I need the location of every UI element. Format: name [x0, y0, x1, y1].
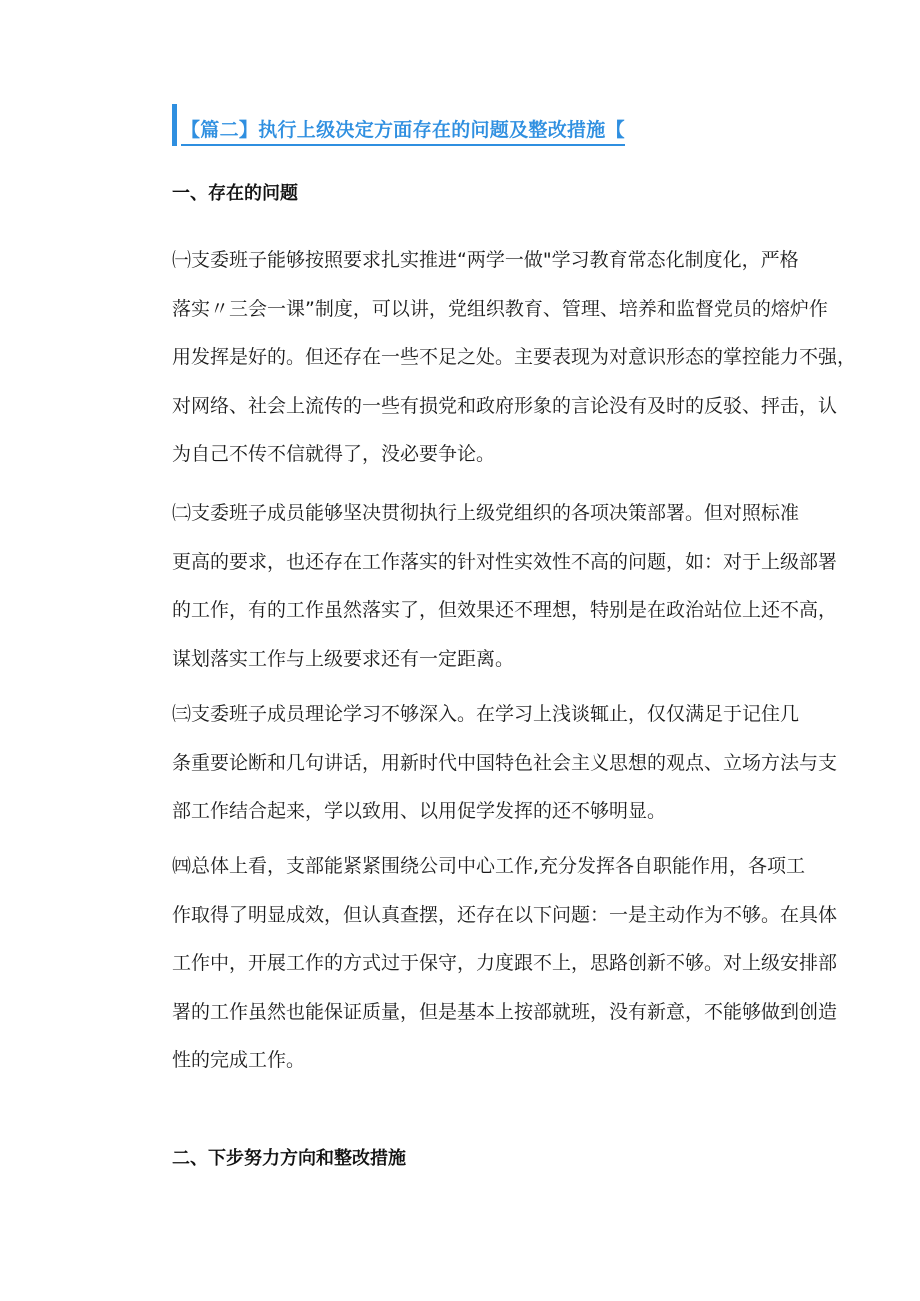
title-accent-bar: [172, 104, 177, 146]
document-title: 【篇二】执行上级决定方面存在的问题及整改措施【: [181, 117, 625, 146]
paragraph-2-line-4: 谋划落实工作与上级要求还有一定距离。: [172, 647, 515, 670]
paragraph-4-line-4: 署的工作虽然也能保证质量，但是基本上按部就班，没有新意，不能够做到创造: [172, 1000, 838, 1023]
paragraph-1-line-5: 为自己不传不信就得了，没必要争论。: [172, 443, 496, 465]
paragraph-3: [172, 690, 838, 836]
paragraph-1-line-1: ㈠支委班子能够按照要求扎实推进“两学一做"学习教育常态化制度化，严格: [172, 249, 799, 271]
paragraph-2-line-1: ㈡支委班子成员能够坚决贯彻执行上级党组织的各项决策部署。但对照标准: [172, 502, 800, 524]
section1-heading: 一、存在的问题: [172, 183, 298, 204]
paragraph-4-line-1: ㈣总体上看，支部能紧紧围绕公司中心工作,充分发挥各自职能作用，各项工: [172, 855, 806, 877]
paragraph-1: [172, 236, 857, 479]
paragraph-4: [172, 842, 838, 1085]
paragraph-3-line-1: ㈢支委班子成员理论学习不够深入。在学习上浅谈辄止，仅仅满足于记住几: [172, 703, 800, 725]
paragraph-1-line-4: 对网络、社会上流传的一些有损党和政府形象的言论没有及时的反驳、抨击，认: [172, 394, 838, 417]
paragraph-3-line-3: 部工作结合起来，学以致用、以用促学发挥的还不够明显。: [172, 800, 667, 822]
paragraph-2: [172, 489, 838, 683]
paragraph-4-line-2: 作取得了明显成效，但认真查摆，还存在以下问题：一是主动作为不够。在具体: [172, 903, 838, 926]
paragraph-1-line-3: 用发挥是好的。但还存在一些不足之处。主要表现为对意识形态的掌控能力不强，: [172, 346, 857, 368]
paragraph-3-line-2: 条重要论断和几句讲话，用新时代中国特色社会主义思想的观点、立场方法与支: [172, 751, 838, 774]
paragraph-4-line-5: 性的完成工作。: [172, 1049, 306, 1071]
section2-heading: 二、下步努力方向和整改措施: [172, 1148, 406, 1169]
paragraph-4-line-3: 工作中，开展工作的方式过于保守，力度跟不上，思路创新不够。对上级安排部: [172, 952, 838, 974]
document-title-block: [172, 100, 625, 146]
paragraph-2-line-2: 更高的要求，也还存在工作落实的针对性实效性不高的问题，如：对于上级部署: [172, 550, 838, 573]
paragraph-1-line-2: 落实〃三会一课”制度，可以讲，党组织教育、管理、培养和监督党员的熔炉作: [172, 297, 828, 320]
paragraph-2-line-3: 的工作，有的工作虽然落实了，但效果还不理想，特别是在政治站位上还不高，: [172, 599, 838, 621]
